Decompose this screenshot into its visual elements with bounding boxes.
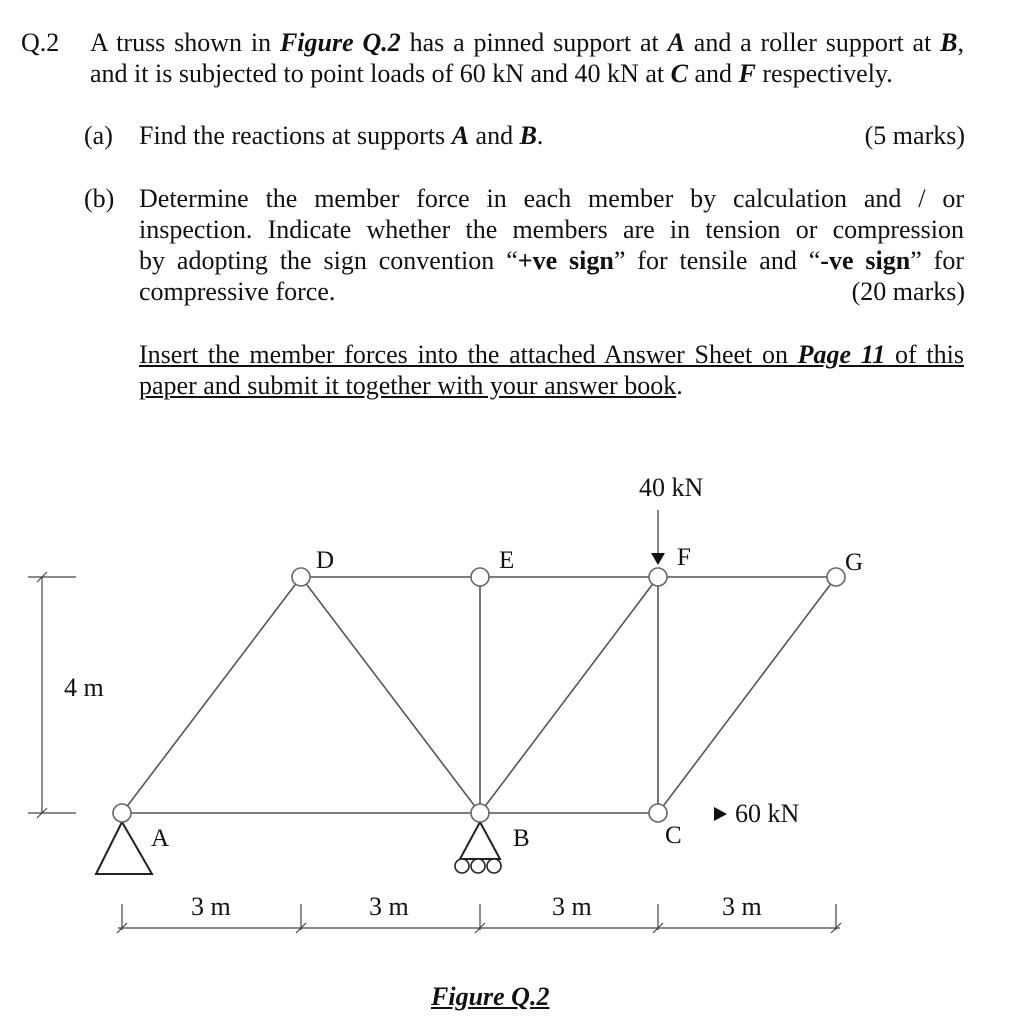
member-db xyxy=(301,577,480,813)
load-label-vertical: 40 kN xyxy=(639,473,704,502)
part-a-text-segment: and xyxy=(469,121,520,150)
node-ref-b: B xyxy=(940,28,958,57)
member-ad xyxy=(122,577,301,813)
node-ref-a: A xyxy=(667,28,685,57)
part-b-line-1: Determine the member force in each member by calculation and / or xyxy=(139,184,964,213)
joint-c xyxy=(649,804,667,822)
span-dimension-label: 3 m xyxy=(191,892,231,921)
joint-d xyxy=(292,568,310,586)
part-a-label: (a) xyxy=(84,121,113,150)
pinned-support-a xyxy=(96,822,152,874)
part-b-line-2: inspection. Indicate whether the members are in tension or compression xyxy=(139,215,964,244)
node-label-g: G xyxy=(845,549,864,576)
span-dimension-label: 3 m xyxy=(722,892,762,921)
node-label-f: F xyxy=(677,544,691,571)
part-b-text-segment: by adopting the sign convention “ xyxy=(139,246,518,275)
node-label-d: D xyxy=(316,547,335,574)
positive-sign-term: +ve sign xyxy=(517,246,614,275)
node-label-a: A xyxy=(151,825,170,852)
node-label-e: E xyxy=(499,547,515,574)
figure-caption: Figure Q.2 xyxy=(431,982,550,1011)
joint-e xyxy=(471,568,489,586)
instruction-text: paper and submit it together with your answer book xyxy=(139,371,677,400)
instruction-period: . xyxy=(676,371,683,400)
node-ref-f: F xyxy=(738,59,756,88)
truss-members xyxy=(122,577,836,813)
page-reference: Page 11 xyxy=(797,340,886,369)
node-label-b: B xyxy=(513,825,530,852)
node-label-c: C xyxy=(665,822,682,849)
negative-sign-term: -ve sign xyxy=(820,246,911,275)
part-b-marks: (20 marks) xyxy=(851,277,965,306)
intro-text: and xyxy=(687,59,739,88)
joint-a xyxy=(113,804,131,822)
member-cg xyxy=(658,577,836,813)
part-b-text-segment: ” for xyxy=(910,246,964,275)
part-b-line-4: compressive force. xyxy=(139,277,336,306)
intro-text: and it is subjected to point loads of 60 kN and 40 kN at xyxy=(90,59,671,88)
node-ref-b: B xyxy=(519,121,537,150)
load-arrow-40kn-head xyxy=(651,553,665,565)
joint-f xyxy=(649,568,667,586)
joint-g xyxy=(827,568,845,586)
part-b-label: (b) xyxy=(84,184,115,213)
intro-text: respectively. xyxy=(755,59,893,88)
node-ref-c: C xyxy=(670,59,688,88)
load-arrow-60kn-head xyxy=(714,807,727,821)
member-bf xyxy=(480,577,658,813)
load-label-horizontal: 60 kN xyxy=(735,799,800,828)
joint-b xyxy=(471,804,489,822)
height-dimension-label: 4 m xyxy=(64,673,104,702)
intro-text: and a roller support at xyxy=(684,28,941,57)
instruction-text: Insert the member forces into the attached Answer Sheet on xyxy=(139,340,798,369)
joints xyxy=(113,568,845,822)
figure-reference: Figure Q.2 xyxy=(279,28,401,57)
intro-text: , xyxy=(957,28,965,57)
intro-text: A truss shown in xyxy=(90,28,280,57)
part-a-marks: (5 marks) xyxy=(864,121,965,150)
node-ref-a: A xyxy=(451,121,470,150)
part-b-text-segment: ” for tensile and “ xyxy=(613,246,821,275)
span-dimension-label: 3 m xyxy=(369,892,409,921)
question-number: Q.2 xyxy=(21,28,60,57)
roller-support-b xyxy=(460,822,500,859)
span-dimension-label: 3 m xyxy=(552,892,592,921)
part-a-text-segment: Find the reactions at supports xyxy=(139,121,452,150)
intro-text: has a pinned support at xyxy=(400,28,668,57)
instruction-text: of this xyxy=(885,340,964,369)
part-a-text-segment: . xyxy=(536,121,544,150)
roller-wheels xyxy=(455,859,501,873)
